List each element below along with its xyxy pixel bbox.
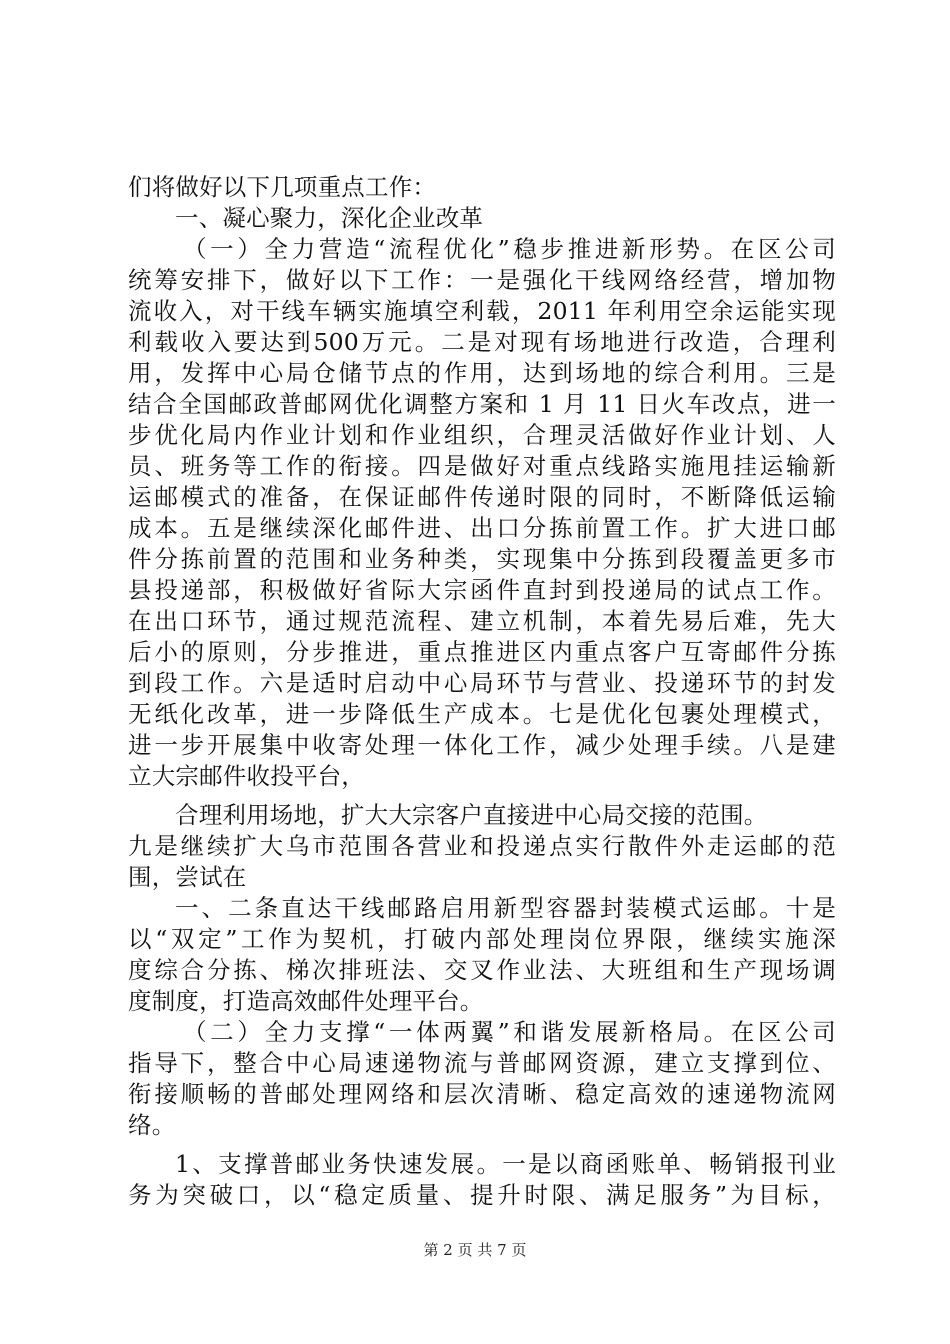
text-line: 用，发挥中心局仓储节点的作用，达到场地的综合利用。三是 <box>128 359 836 387</box>
text-line: 利载收入要达到500万元。二是对现有场地进行改造，合理利 <box>128 328 836 356</box>
subsection-heading: （一）全力营造“流程优化”稳步推进新形势。在区公司 <box>183 235 836 263</box>
section-heading: 一、凝心聚力，深化企业改革 <box>175 204 484 232</box>
text-line: 们将做好以下几项重点工作： <box>128 173 437 201</box>
text-line: 务为突破口，以“稳定质量、提升时限、满足服务”为目标， <box>128 1181 836 1209</box>
text-line: 结合全国邮政普邮网优化调整方案和 1 月 11 日火车改点，进一 <box>128 390 836 418</box>
text-line: 指导下，整合中心局速递物流与普邮网资源，建立支撑到位、 <box>128 1049 836 1077</box>
page-footer: 第 2 页 共 7 页 <box>423 1241 527 1259</box>
text-line: 度综合分拣、梯次排班法、交叉作业法、大班组和生产现场调 <box>128 956 836 984</box>
text-line: 员、班务等工作的衔接。四是做好对重点线路实施甩挂运输新 <box>128 452 836 480</box>
text-line: 立大宗邮件收投平台， <box>128 762 365 790</box>
text-line: 县投递部，积极做好省际大宗函件直封到投递局的试点工作。 <box>128 576 836 604</box>
text-line: 合理利用场地，扩大大宗客户直接进中心局交接的范围。 <box>175 801 768 829</box>
subsection-heading: （二）全力支撑“一体两翼”和谐发展新格局。在区公司 <box>183 1018 836 1046</box>
text-line: 度制度，打造高效邮件处理平台。 <box>128 987 484 1015</box>
text-line: 衔接顺畅的普邮处理网络和层次清晰、稳定高效的速递物流网 <box>128 1080 836 1108</box>
text-line: 成本。五是继续深化邮件进、出口分拣前置工作。扩大进口邮 <box>128 514 836 542</box>
text-line: 以“双定”工作为契机，打破内部处理岗位界限，继续实施深 <box>128 925 836 953</box>
text-line: 一、二条直达干线邮路启用新型容器封装模式运邮。十是 <box>175 894 836 922</box>
text-line: 统筹安排下，做好以下工作：一是强化干线网络经营，增加物 <box>128 266 836 294</box>
text-line: 在出口环节，通过规范流程、建立机制，本着先易后难，先大 <box>128 607 836 635</box>
text-line: 后小的原则，分步推进，重点推进区内重点客户互寄邮件分拣 <box>128 638 836 666</box>
text-line: 围，尝试在 <box>128 863 247 891</box>
text-line: 步优化局内作业计划和作业组织，合理灵活做好作业计划、人 <box>128 421 836 449</box>
text-line: 进一步开展集中收寄处理一体化工作，减少处理手续。八是建 <box>128 731 836 759</box>
text-line: 九是继续扩大乌市范围各营业和投递点实行散件外走运邮的范 <box>128 832 836 860</box>
text-line: 到段工作。六是适时启动中心局环节与营业、投递环节的封发 <box>128 669 836 697</box>
text-line: 流收入，对干线车辆实施填空利载，2011 年利用空余运能实现 <box>128 297 836 325</box>
text-line: 1、支撑普邮业务快速发展。一是以商函账单、畅销报刊业 <box>175 1150 836 1178</box>
text-line: 运邮模式的准备，在保证邮件传递时限的同时，不断降低运输 <box>128 483 836 511</box>
document-body <box>128 172 836 1211</box>
text-line: 无纸化改革，进一步降低生产成本。七是优化包裹处理模式， <box>128 700 836 728</box>
text-line: 件分拣前置的范围和业务种类，实现集中分拣到段覆盖更多市 <box>128 545 836 573</box>
text-line: 络。 <box>128 1111 176 1139</box>
